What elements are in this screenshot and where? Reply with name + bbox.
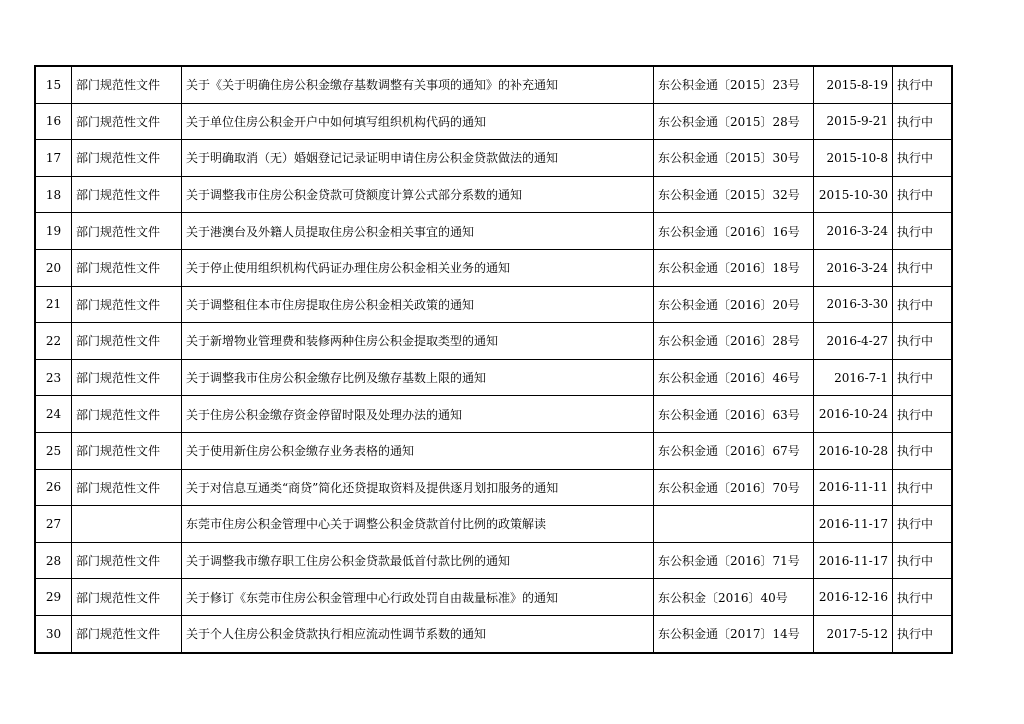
status: 执行中: [893, 323, 953, 360]
row-number: 25: [35, 432, 72, 469]
document-title: 关于调整我市缴存职工住房公积金贷款最低首付款比例的通知: [182, 542, 654, 579]
status: 执行中: [893, 615, 953, 652]
document-reference: [654, 506, 814, 543]
document-reference: 东公积金通〔2015〕30号: [654, 140, 814, 177]
document-type: 部门规范性文件: [72, 396, 182, 433]
issue-date: 2016-3-24: [814, 249, 893, 286]
table-row: [35, 66, 952, 103]
status: 执行中: [893, 103, 953, 140]
row-number: 29: [35, 579, 72, 616]
row-number: 20: [35, 249, 72, 286]
issue-date: 2015-8-19: [814, 66, 893, 103]
document-type: 部门规范性文件: [72, 615, 182, 652]
issue-date: 2016-10-28: [814, 432, 893, 469]
row-number: 16: [35, 103, 72, 140]
table-row: [35, 213, 952, 250]
document-title: 关于调整我市住房公积金贷款可贷额度计算公式部分系数的通知: [182, 176, 654, 213]
row-number: 23: [35, 359, 72, 396]
document-title: 关于单位住房公积金开户中如何填写组织机构代码的通知: [182, 103, 654, 140]
table-row: [35, 359, 952, 396]
status: 执行中: [893, 469, 953, 506]
table-row: [35, 469, 952, 506]
document-reference: 东公积金〔2016〕40号: [654, 579, 814, 616]
status: 执行中: [893, 140, 953, 177]
document-reference: 东公积金通〔2016〕71号: [654, 542, 814, 579]
status: 执行中: [893, 579, 953, 616]
document-type: 部门规范性文件: [72, 249, 182, 286]
row-number: 30: [35, 615, 72, 652]
row-number: 17: [35, 140, 72, 177]
row-number: 24: [35, 396, 72, 433]
document-type: 部门规范性文件: [72, 469, 182, 506]
document-type: 部门规范性文件: [72, 176, 182, 213]
issue-date: 2015-9-21: [814, 103, 893, 140]
row-number: 19: [35, 213, 72, 250]
issue-date: 2017-5-12: [814, 615, 893, 652]
issue-date: 2016-10-24: [814, 396, 893, 433]
document-type: 部门规范性文件: [72, 66, 182, 103]
issue-date: 2016-4-27: [814, 323, 893, 360]
issue-date: 2016-3-30: [814, 286, 893, 323]
documents-table: [34, 65, 953, 654]
status: 执行中: [893, 506, 953, 543]
table-row: [35, 542, 952, 579]
issue-date: 2016-11-17: [814, 542, 893, 579]
row-number: 15: [35, 66, 72, 103]
document-title: 关于修订《东莞市住房公积金管理中心行政处罚自由裁量标准》的通知: [182, 579, 654, 616]
document-type: 部门规范性文件: [72, 579, 182, 616]
document-reference: 东公积金通〔2016〕28号: [654, 323, 814, 360]
status: 执行中: [893, 213, 953, 250]
document-title: 关于明确取消（无）婚姻登记记录证明申请住房公积金贷款做法的通知: [182, 140, 654, 177]
table-row: [35, 432, 952, 469]
status: 执行中: [893, 66, 953, 103]
document-reference: 东公积金通〔2016〕20号: [654, 286, 814, 323]
table-row: [35, 103, 952, 140]
document-title: 关于停止使用组织机构代码证办理住房公积金相关业务的通知: [182, 249, 654, 286]
document-reference: 东公积金通〔2016〕63号: [654, 396, 814, 433]
document-reference: 东公积金通〔2015〕32号: [654, 176, 814, 213]
issue-date: 2016-11-11: [814, 469, 893, 506]
document-type: 部门规范性文件: [72, 286, 182, 323]
row-number: 27: [35, 506, 72, 543]
table-row: [35, 323, 952, 360]
document-type: [72, 506, 182, 543]
document-title: 关于《关于明确住房公积金缴存基数调整有关事项的通知》的补充通知: [182, 66, 654, 103]
document-type: 部门规范性文件: [72, 542, 182, 579]
document-title: 关于住房公积金缴存资金停留时限及处理办法的通知: [182, 396, 654, 433]
row-number: 26: [35, 469, 72, 506]
table-row: [35, 579, 952, 616]
table-row: [35, 176, 952, 213]
row-number: 21: [35, 286, 72, 323]
document-type: 部门规范性文件: [72, 359, 182, 396]
issue-date: 2016-3-24: [814, 213, 893, 250]
table-row: [35, 506, 952, 543]
document-reference: 东公积金通〔2016〕70号: [654, 469, 814, 506]
document-type: 部门规范性文件: [72, 103, 182, 140]
status: 执行中: [893, 396, 953, 433]
document-type: 部门规范性文件: [72, 213, 182, 250]
issue-date: 2016-12-16: [814, 579, 893, 616]
document-title: 关于调整我市住房公积金缴存比例及缴存基数上限的通知: [182, 359, 654, 396]
status: 执行中: [893, 359, 953, 396]
document-reference: 东公积金通〔2016〕67号: [654, 432, 814, 469]
document-type: 部门规范性文件: [72, 432, 182, 469]
document-title: 关于对信息互通类“商贷”简化还贷提取资料及提供逐月划扣服务的通知: [182, 469, 654, 506]
table-row: [35, 140, 952, 177]
document-reference: 东公积金通〔2015〕23号: [654, 66, 814, 103]
issue-date: 2016-11-17: [814, 506, 893, 543]
row-number: 18: [35, 176, 72, 213]
document-type: 部门规范性文件: [72, 140, 182, 177]
table-row: [35, 615, 952, 652]
status: 执行中: [893, 286, 953, 323]
table-row: [35, 286, 952, 323]
document-reference: 东公积金通〔2015〕28号: [654, 103, 814, 140]
issue-date: 2015-10-8: [814, 140, 893, 177]
document-type: 部门规范性文件: [72, 323, 182, 360]
status: 执行中: [893, 542, 953, 579]
issue-date: 2016-7-1: [814, 359, 893, 396]
row-number: 22: [35, 323, 72, 360]
table-row: [35, 396, 952, 433]
documents-table-body: [35, 66, 952, 653]
document-title: 东莞市住房公积金管理中心关于调整公积金贷款首付比例的政策解读: [182, 506, 654, 543]
document-title: 关于个人住房公积金贷款执行相应流动性调节系数的通知: [182, 615, 654, 652]
document-title: 关于调整租住本市住房提取住房公积金相关政策的通知: [182, 286, 654, 323]
document-title: 关于新增物业管理费和装修两种住房公积金提取类型的通知: [182, 323, 654, 360]
status: 执行中: [893, 432, 953, 469]
document-reference: 东公积金通〔2016〕18号: [654, 249, 814, 286]
status: 执行中: [893, 176, 953, 213]
issue-date: 2015-10-30: [814, 176, 893, 213]
status: 执行中: [893, 249, 953, 286]
document-reference: 东公积金通〔2017〕14号: [654, 615, 814, 652]
row-number: 28: [35, 542, 72, 579]
table-row: [35, 249, 952, 286]
document-reference: 东公积金通〔2016〕46号: [654, 359, 814, 396]
document-reference: 东公积金通〔2016〕16号: [654, 213, 814, 250]
document-title: 关于使用新住房公积金缴存业务表格的通知: [182, 432, 654, 469]
document-title: 关于港澳台及外籍人员提取住房公积金相关事宜的通知: [182, 213, 654, 250]
